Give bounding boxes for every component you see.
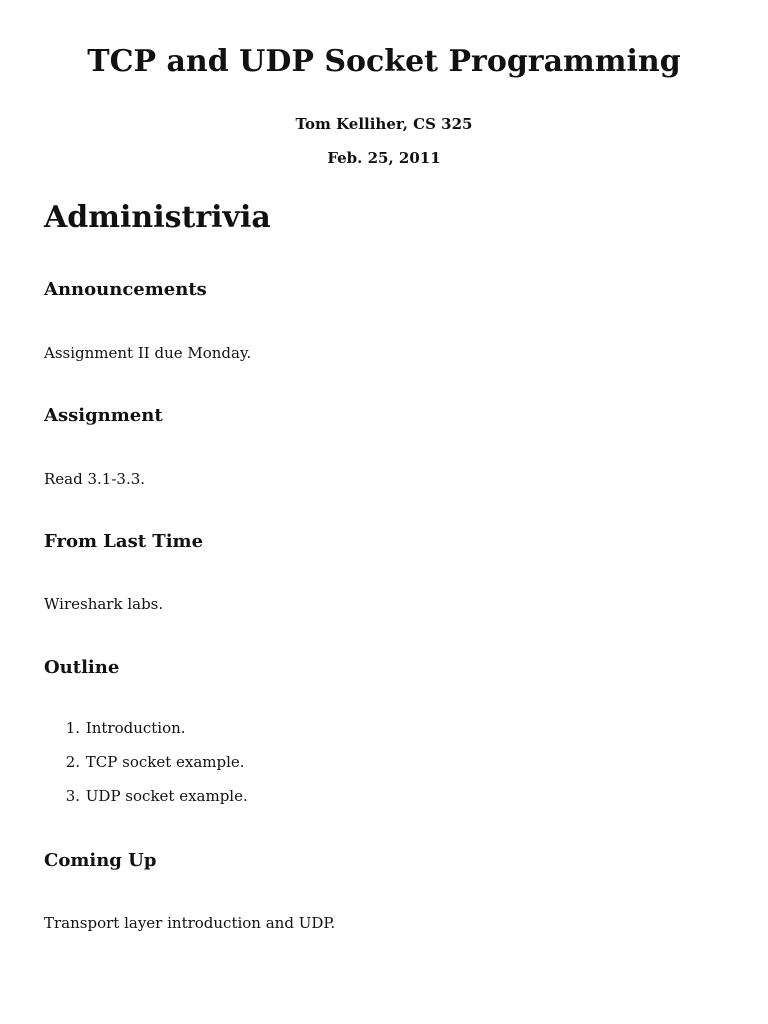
subheading-announcements: Announcements [44,279,207,300]
list-item-text: UDP socket example. [85,787,248,805]
list-item [44,786,248,820]
list-item-number: 1. [65,719,80,737]
subheading-outline: Outline [44,657,120,678]
subheading-coming-up: Coming Up [44,850,157,871]
assignment-text: Read 3.1-3.3. [44,470,146,488]
list-item-text: Introduction. [85,719,186,737]
coming-up-text: Transport layer introduction and UDP. [44,914,336,932]
subheading-from-last-time: From Last Time [44,531,204,552]
list-item-number: 2. [65,753,80,771]
document-date: Feb. 25, 2011 [327,149,441,167]
subheading-assignment: Assignment [44,405,163,426]
from-last-time-text: Wireshark labs. [44,595,164,613]
document-author: Tom Kelliher, CS 325 [295,115,473,133]
outline-list [44,718,248,820]
list-item [44,718,248,752]
section-heading-administrivia: Administrivia [44,200,271,235]
document-title: TCP and UDP Socket Programming [87,44,681,79]
list-item-text: TCP socket example. [85,753,245,771]
list-item-number: 3. [65,787,80,805]
announcements-text: Assignment II due Monday. [44,344,252,362]
list-item [44,752,248,786]
